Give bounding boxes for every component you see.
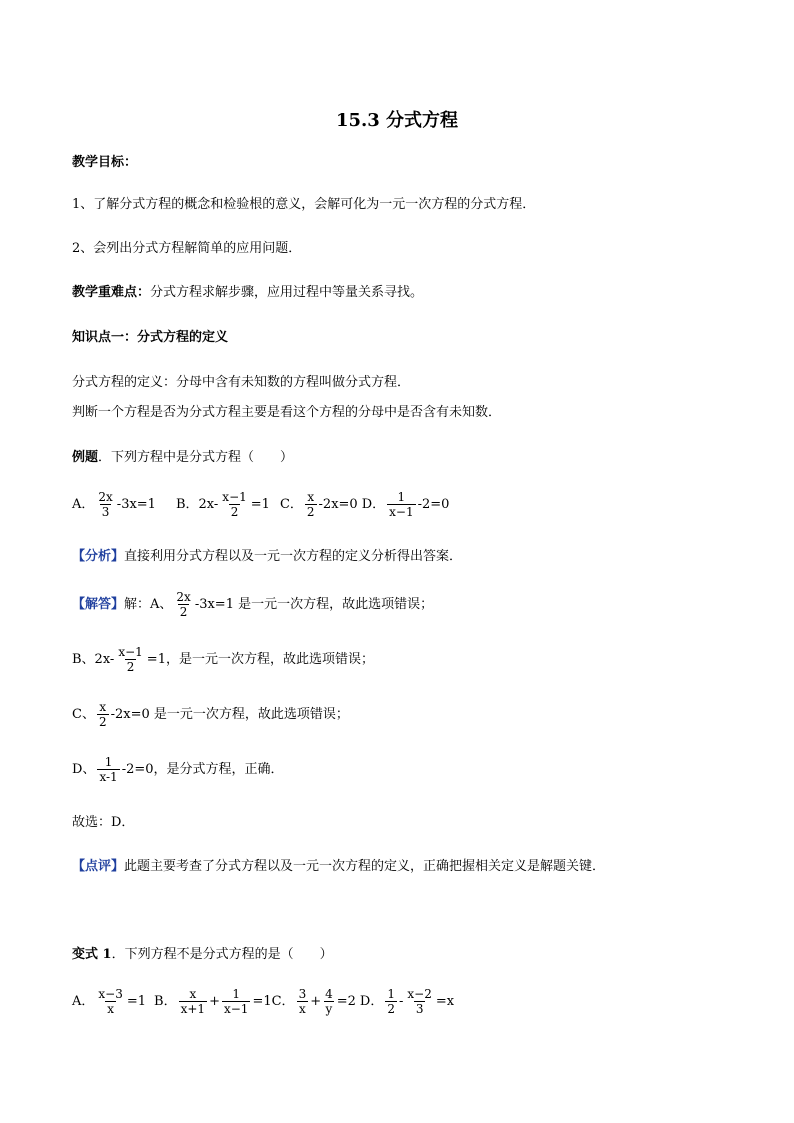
option-b-prefix: B．2x- (175, 496, 219, 512)
goals-heading: 教学目标： (72, 155, 138, 170)
option-a-prefix: A． (72, 496, 95, 512)
page-title: 15.3 分式方程 (335, 110, 459, 131)
goal-1: 1、了解分式方程的概念和检验根的意义，会解可化为一元一次方程的分式方程． (72, 197, 536, 212)
variant-d-minus: - (399, 993, 404, 1009)
variant-b-prefix: B． (154, 993, 177, 1009)
example-options (72, 490, 449, 519)
analysis-tag: 【分析】 (72, 549, 125, 564)
variant-d-num-1: 1 (387, 987, 395, 1001)
solution-d-line (72, 755, 284, 784)
solution-a-num: 2x (176, 590, 191, 604)
solution-c-den: 2 (98, 715, 107, 729)
solution-d-fraction (97, 755, 119, 784)
variant-c-fraction-2 (323, 987, 335, 1016)
variant-question (72, 946, 333, 964)
goal-2: 2、会列出分式方程解简单的应用问题． (72, 241, 302, 256)
solution-tag: 【解答】 (72, 596, 125, 612)
variant-b-den-1: x+1 (180, 1002, 206, 1016)
solution-c-rest: -2x=0 是一元一次方程，故此选项错误； (110, 706, 349, 722)
variant-label: 变式 1 (72, 947, 112, 962)
solution-b-den: 2 (126, 660, 135, 674)
comment-text: 此题主要考查了分式方程以及一元一次方程的定义，正确把握相关定义是解题关键． (124, 859, 606, 874)
comment-tag: 【点评】 (72, 859, 125, 874)
solution-c-fraction (97, 700, 109, 729)
variant-b-num-1: x (189, 987, 197, 1001)
solution-c-num: x (99, 700, 107, 714)
difficulty-text: 分式方程求解步骤，应用过程中等量关系寻找。 (150, 285, 424, 300)
option-a-num: 2x (98, 490, 113, 504)
variant-a-prefix: A． (72, 993, 95, 1009)
variant-b-plus: + (209, 993, 220, 1009)
option-a-rest: -3x=1 (116, 496, 156, 512)
analysis-line (72, 548, 462, 566)
variant-text: ．下列方程不是分式方程的是（ ） (111, 947, 333, 962)
solution-b-prefix: B、2x- (72, 651, 115, 667)
analysis-text: 直接利用分式方程以及一元一次方程的定义分析得出答案． (124, 549, 463, 564)
variant-c-den-1: x (298, 1002, 306, 1016)
comment-line (72, 858, 605, 876)
variant-c-den-2: y (325, 1002, 333, 1016)
solution-a-den: 2 (179, 605, 188, 619)
option-b-fraction (220, 490, 248, 519)
variant-b-fraction-1 (179, 987, 207, 1016)
option-b-rest: =1 (250, 496, 270, 512)
variant-d-den-1: 2 (387, 1002, 395, 1016)
definition-text: 分式方程的定义：分母中含有未知数的方程叫做分式方程． (72, 375, 411, 390)
solution-a-fraction (174, 590, 192, 619)
option-d-num: 1 (397, 490, 406, 504)
option-d-prefix: D． (361, 496, 386, 512)
answer-line: 故选：D． (72, 815, 135, 830)
option-b-num: x−1 (222, 490, 247, 504)
option-c-rest: -2x=0 (318, 496, 358, 512)
option-d-fraction (387, 490, 415, 519)
variant-c-num-1: 3 (298, 987, 307, 1001)
example-label: 例题 (72, 450, 99, 465)
solution-c-line (72, 700, 349, 729)
option-d-rest: -2=0 (417, 496, 450, 512)
variant-a-den: x (107, 1002, 115, 1016)
difficulty-line (72, 284, 423, 302)
option-a-fraction (96, 490, 114, 519)
variant-a-fraction (96, 987, 124, 1016)
variant-d-rest: =x (435, 993, 455, 1009)
variant-d-den-2: 3 (415, 1002, 424, 1016)
option-c-fraction (305, 490, 317, 519)
solution-c-prefix: C、 (72, 706, 95, 722)
variant-c-plus: + (310, 993, 322, 1009)
solution-d-num: 1 (104, 755, 113, 769)
variant-b-num-2: 1 (232, 987, 241, 1001)
solution-a-rest: -3x=1 是一元一次方程，故此选项错误； (194, 596, 434, 612)
difficulty-label: 教学重难点： (72, 285, 151, 300)
variant-c-num-2: 4 (325, 987, 333, 1001)
solution-b-num: x−1 (118, 645, 143, 659)
option-c-prefix: C． (279, 496, 303, 512)
variant-d-prefix: D． (359, 993, 384, 1009)
variant-c-rest: =2 (336, 993, 356, 1009)
judgement-text: 判断一个方程是否为分式方程主要是看这个方程的分母中是否含有未知数． (72, 405, 502, 420)
variant-b-fraction-2 (222, 987, 250, 1016)
solution-b-rest: =1，是一元一次方程，故此选项错误； (146, 651, 374, 667)
variant-b-rest: =1 (252, 993, 272, 1009)
solution-b-fraction (116, 645, 144, 674)
option-d-den: x−1 (389, 505, 414, 519)
variant-options (72, 987, 454, 1016)
solution-d-den: x-1 (99, 770, 118, 784)
variant-d-fraction-2 (405, 987, 433, 1016)
knowledge-heading: 知识点一：分式方程的定义 (72, 330, 229, 345)
option-b-den: 2 (230, 505, 239, 519)
variant-d-fraction-1 (385, 987, 397, 1016)
solution-d-prefix: D、 (72, 761, 96, 777)
option-c-den: 2 (306, 505, 315, 519)
example-question (72, 449, 293, 467)
option-a-den: 3 (101, 505, 110, 519)
solution-a-prefix: 解：A、 (124, 596, 173, 612)
variant-a-num: x−3 (98, 987, 123, 1001)
example-text: ．下列方程中是分式方程（ ） (98, 450, 294, 465)
solution-a-line (72, 590, 433, 619)
option-c-num: x (307, 490, 315, 504)
variant-b-den-2: x−1 (223, 1002, 249, 1016)
variant-c-prefix: C． (271, 993, 295, 1009)
variant-a-rest: =1 (126, 993, 147, 1009)
variant-c-fraction-1 (297, 987, 309, 1016)
variant-d-num-2: x−2 (407, 987, 432, 1001)
solution-d-rest: -2=0，是分式方程，正确． (121, 761, 284, 777)
solution-b-line (72, 645, 374, 674)
